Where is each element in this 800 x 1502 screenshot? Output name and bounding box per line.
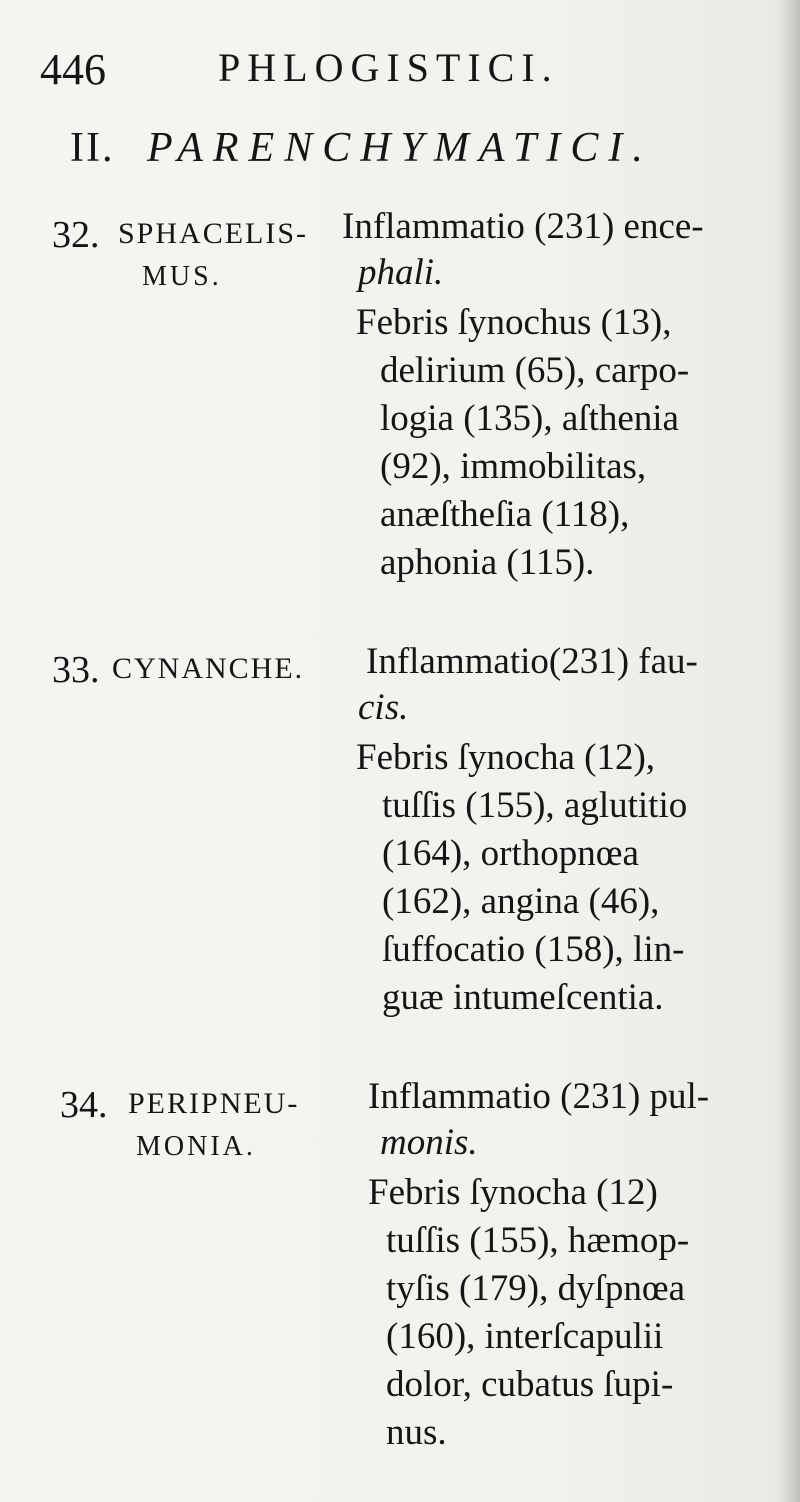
page-header (40, 44, 740, 100)
description-line: anæſtheſia (118), (380, 494, 630, 535)
description-line: dolor, cubatus ſupi- (386, 1364, 674, 1405)
description-line: monis. (380, 1122, 478, 1163)
description-line: tyſis (179), dyſpnœa (386, 1268, 686, 1309)
description-line: delirium (65), carpo- (380, 350, 690, 391)
section-heading (70, 124, 770, 172)
description-line: Inflammatio (231) pul- (368, 1076, 710, 1117)
description-line: Inflammatio (231) ence- (342, 206, 704, 247)
description-line: guæ intumeſcentia. (382, 977, 664, 1018)
entry-name-continued: MONIA. (136, 1131, 256, 1162)
description-line: phali. (358, 252, 444, 293)
section-title: PARENCHYMATICI. (146, 125, 653, 171)
description-line: (92), immobilitas, (380, 446, 647, 487)
entry-number: 34. (60, 1084, 108, 1126)
entry-name: PERIPNEU- (128, 1087, 300, 1120)
description-line: ſuffocatio (158), lin- (382, 929, 685, 970)
description-line: (162), angina (46), (382, 881, 660, 922)
page-number: 446 (40, 45, 106, 94)
description-line: nus. (386, 1412, 447, 1453)
page-edge-shadow (778, 0, 800, 1502)
description-line: Inflammatio(231) fau- (366, 641, 698, 682)
description-line: cis. (358, 687, 409, 728)
description-line: (164), orthopnœa (382, 833, 639, 874)
entry-name: SPHACELIS- (118, 217, 309, 250)
description-line: tuſſis (155), aglutitio (382, 785, 688, 826)
entry-number: 33. (52, 649, 100, 691)
description-line: logia (135), aſthenia (380, 398, 679, 439)
description-line: aphonia (115). (380, 542, 595, 583)
entry-number: 32. (52, 214, 100, 256)
entry-name-continued: MUS. (142, 261, 222, 292)
running-title: PHLOGISTICI. (218, 45, 559, 90)
section-numeral: II. (70, 125, 115, 171)
description-line: Febris ſynocha (12) (368, 1172, 658, 1213)
description-line: Febris ſynocha (12), (356, 737, 656, 778)
description-line: (160), interſcapulii (386, 1316, 664, 1357)
description-line: Febris ſynochus (13), (356, 302, 672, 343)
description-line: tuſſis (155), hæmop- (386, 1220, 690, 1261)
entry-name: CYNANCHE. (112, 652, 305, 685)
